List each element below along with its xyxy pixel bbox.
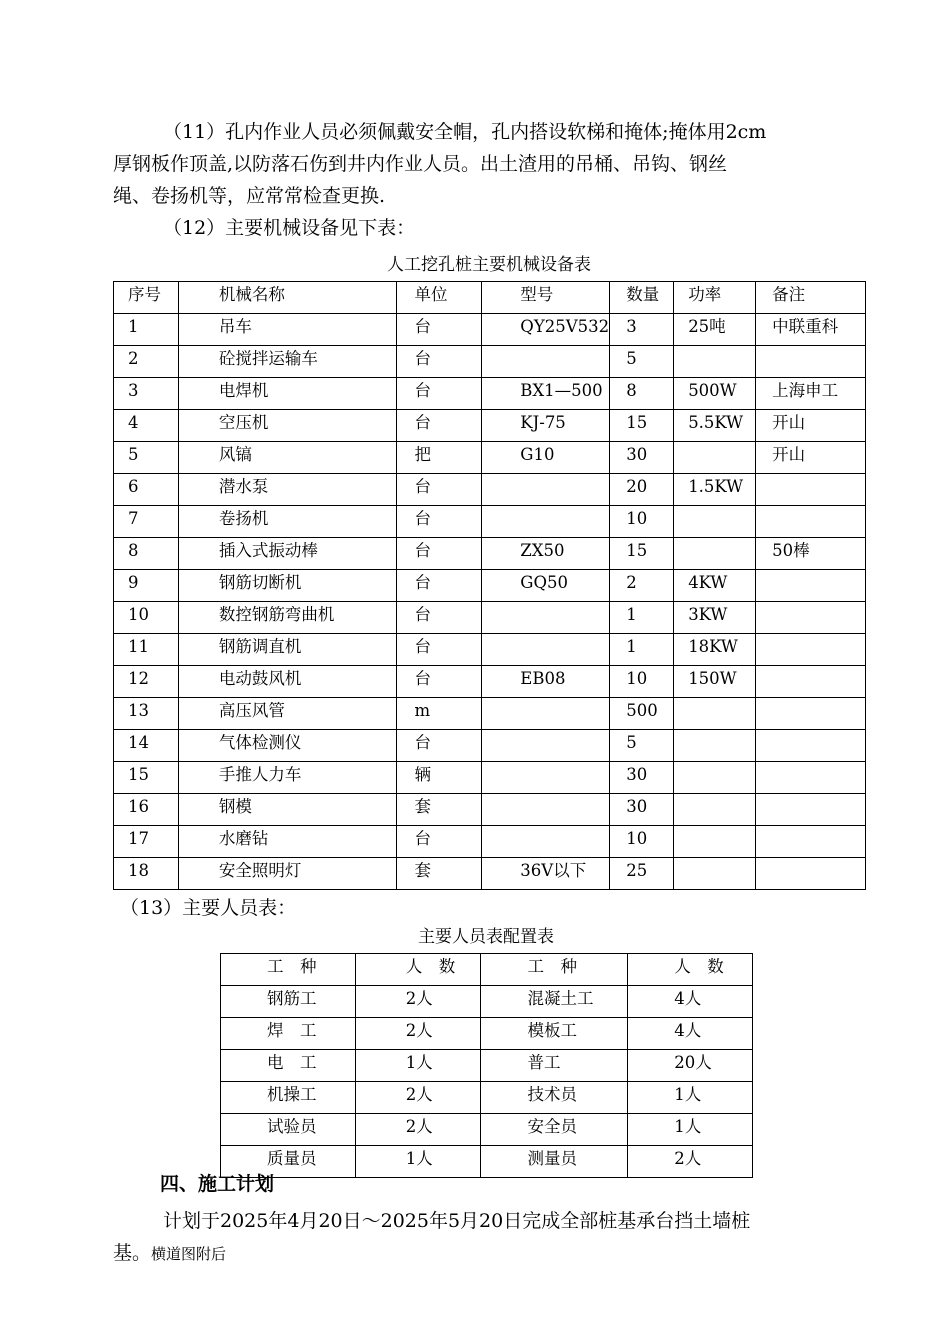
- equipment-cell: 14: [114, 730, 179, 762]
- equipment-cell: [482, 794, 610, 826]
- equipment-cell: 台: [396, 730, 482, 762]
- equipment-cell: 台: [396, 346, 482, 378]
- equipment-cell: [482, 730, 610, 762]
- equipment-cell: [674, 730, 756, 762]
- staff-cell: 2人: [355, 986, 481, 1018]
- equipment-cell: 10: [610, 666, 674, 698]
- equipment-cell: 型号: [482, 282, 610, 314]
- equipment-row: [114, 794, 866, 826]
- item11-line1: （11）孔内作业人员必须佩戴安全帽，孔内搭设软梯和掩体;掩体用2cm: [163, 121, 767, 143]
- equipment-row: [114, 570, 866, 602]
- equipment-cell: QY25V532: [482, 314, 610, 346]
- equipment-cell: [756, 570, 866, 602]
- staff-cell: 焊 工: [221, 1018, 356, 1050]
- equipment-row: [114, 858, 866, 890]
- equipment-row: [114, 666, 866, 698]
- equipment-cell: 钢筋调直机: [178, 634, 396, 666]
- equipment-cell: 4KW: [674, 570, 756, 602]
- equipment-cell: 15: [114, 762, 179, 794]
- equipment-cell: EB08: [482, 666, 610, 698]
- equipment-row: [114, 346, 866, 378]
- equipment-cell: 3: [114, 378, 179, 410]
- equipment-cell: [482, 826, 610, 858]
- equipment-row: [114, 698, 866, 730]
- staff-cell: 20人: [628, 1050, 753, 1082]
- equipment-cell: 把: [396, 442, 482, 474]
- equipment-cell: 安全照明灯: [178, 858, 396, 890]
- equipment-cell: [482, 506, 610, 538]
- equipment-cell: 套: [396, 794, 482, 826]
- equipment-cell: 备注: [756, 282, 866, 314]
- equipment-cell: 电焊机: [178, 378, 396, 410]
- equipment-cell: 7: [114, 506, 179, 538]
- staff-row: [221, 1050, 753, 1082]
- staff-cell: 电 工: [221, 1050, 356, 1082]
- equipment-cell: [482, 762, 610, 794]
- equipment-cell: 套: [396, 858, 482, 890]
- item12-text: （12）主要机械设备见下表：: [163, 217, 416, 239]
- equipment-cell: [482, 474, 610, 506]
- equipment-row: [114, 602, 866, 634]
- equipment-cell: ZX50: [482, 538, 610, 570]
- equipment-cell: 12: [114, 666, 179, 698]
- equipment-cell: 15: [610, 410, 674, 442]
- equipment-cell: 3KW: [674, 602, 756, 634]
- equipment-cell: 30: [610, 762, 674, 794]
- equipment-cell: [756, 762, 866, 794]
- equipment-cell: 2: [610, 570, 674, 602]
- equipment-cell: 钢模: [178, 794, 396, 826]
- staff-row: [221, 1114, 753, 1146]
- equipment-cell: GQ50: [482, 570, 610, 602]
- equipment-cell: G10: [482, 442, 610, 474]
- staff-cell: 1人: [355, 1146, 481, 1178]
- equipment-cell: 开山: [756, 442, 866, 474]
- equipment-cell: [674, 762, 756, 794]
- staff-row: [221, 1146, 753, 1178]
- equipment-cell: 9: [114, 570, 179, 602]
- equipment-row: [114, 410, 866, 442]
- staff-cell: 4人: [628, 986, 753, 1018]
- equipment-cell: [756, 698, 866, 730]
- staff-cell: 2人: [355, 1114, 481, 1146]
- item11-line2: 厚钢板作顶盖,以防落石伤到井内作业人员。出土渣用的吊桶、吊钩、钢丝: [113, 153, 728, 175]
- equipment-cell: [756, 634, 866, 666]
- staff-cell: 测量员: [481, 1146, 628, 1178]
- item13-text: （13）主要人员表：: [120, 897, 297, 919]
- equipment-cell: 台: [396, 602, 482, 634]
- equipment-cell: 水磨钻: [178, 826, 396, 858]
- equipment-cell: 2: [114, 346, 179, 378]
- equipment-cell: [674, 698, 756, 730]
- section4-heading: 四、施工计划: [160, 1173, 275, 1195]
- equipment-cell: 20: [610, 474, 674, 506]
- equipment-cell: 25吨: [674, 314, 756, 346]
- equipment-cell: 砼搅拌运输车: [178, 346, 396, 378]
- equipment-cell: 气体检测仪: [178, 730, 396, 762]
- equipment-cell: 功率: [674, 282, 756, 314]
- equipment-row: [114, 474, 866, 506]
- equipment-cell: [674, 506, 756, 538]
- equipment-cell: 电动鼓风机: [178, 666, 396, 698]
- equipment-cell: m: [396, 698, 482, 730]
- staff-cell: 模板工: [481, 1018, 628, 1050]
- equipment-cell: 吊车: [178, 314, 396, 346]
- equipment-cell: 18KW: [674, 634, 756, 666]
- staff-cell: 1人: [355, 1050, 481, 1082]
- equipment-cell: [756, 858, 866, 890]
- equipment-cell: 卷扬机: [178, 506, 396, 538]
- equipment-cell: 5.5KW: [674, 410, 756, 442]
- staff-cell: 混凝土工: [481, 986, 628, 1018]
- equipment-cell: 15: [610, 538, 674, 570]
- equipment-cell: 序号: [114, 282, 179, 314]
- staff-row: [221, 986, 753, 1018]
- equipment-cell: 11: [114, 634, 179, 666]
- equipment-cell: [756, 730, 866, 762]
- equipment-cell: [756, 506, 866, 538]
- equipment-cell: 台: [396, 538, 482, 570]
- equipment-cell: [674, 442, 756, 474]
- staff-cell: 安全员: [481, 1114, 628, 1146]
- equipment-row: [114, 506, 866, 538]
- equipment-cell: 18: [114, 858, 179, 890]
- staff-row: [221, 1082, 753, 1114]
- equipment-cell: 台: [396, 314, 482, 346]
- staff-cell: 2人: [355, 1082, 481, 1114]
- staff-cell: 2人: [355, 1018, 481, 1050]
- staff-cell: 1人: [628, 1114, 753, 1146]
- staff-table: [220, 953, 753, 1178]
- equipment-cell: 台: [396, 506, 482, 538]
- equipment-row: [114, 538, 866, 570]
- equipment-cell: 潜水泵: [178, 474, 396, 506]
- equipment-cell: 5: [610, 730, 674, 762]
- equipment-cell: 上海申工: [756, 378, 866, 410]
- equipment-cell: [674, 826, 756, 858]
- equipment-cell: 中联重科: [756, 314, 866, 346]
- equipment-cell: 150W: [674, 666, 756, 698]
- equipment-row: [114, 762, 866, 794]
- section4-line1: 计划于2025年4月20日～2025年5月20日完成全部桩基承台挡土墙桩: [163, 1210, 751, 1232]
- staff-cell: 质量员: [221, 1146, 356, 1178]
- staff-cell: 4人: [628, 1018, 753, 1050]
- equipment-cell: [482, 698, 610, 730]
- equipment-cell: 10: [610, 826, 674, 858]
- equipment-row: [114, 314, 866, 346]
- staff-cell: 普工: [481, 1050, 628, 1082]
- staff-table-caption: 主要人员表配置表: [418, 927, 554, 947]
- equipment-cell: [756, 666, 866, 698]
- equipment-cell: 50棒: [756, 538, 866, 570]
- equipment-cell: 500: [610, 698, 674, 730]
- equipment-row: [114, 442, 866, 474]
- equipment-cell: [756, 474, 866, 506]
- equipment-cell: 手推人力车: [178, 762, 396, 794]
- staff-cell: 人 数: [628, 954, 753, 986]
- item11-paragraph: [113, 116, 863, 212]
- equipment-table: [113, 281, 866, 890]
- equipment-cell: 台: [396, 474, 482, 506]
- equipment-cell: [756, 346, 866, 378]
- equipment-cell: 插入式振动棒: [178, 538, 396, 570]
- equipment-cell: 高压风管: [178, 698, 396, 730]
- staff-header-row: [221, 954, 753, 986]
- equipment-cell: 辆: [396, 762, 482, 794]
- staff-cell: 工 种: [481, 954, 628, 986]
- equipment-cell: 500W: [674, 378, 756, 410]
- equipment-cell: 1.5KW: [674, 474, 756, 506]
- equipment-cell: 5: [610, 346, 674, 378]
- item11-line3: 绳、卷扬机等，应常常检查更换.: [113, 185, 386, 207]
- staff-cell: 1人: [628, 1082, 753, 1114]
- equipment-cell: [756, 826, 866, 858]
- equipment-cell: 钢筋切断机: [178, 570, 396, 602]
- equipment-cell: 6: [114, 474, 179, 506]
- equipment-cell: 风镐: [178, 442, 396, 474]
- equipment-cell: [674, 858, 756, 890]
- equipment-cell: 台: [396, 410, 482, 442]
- equipment-cell: 30: [610, 794, 674, 826]
- equipment-row: [114, 730, 866, 762]
- equipment-cell: 25: [610, 858, 674, 890]
- equipment-cell: [482, 634, 610, 666]
- equipment-cell: 10: [610, 506, 674, 538]
- equipment-cell: BX1—500: [482, 378, 610, 410]
- equipment-row: [114, 378, 866, 410]
- equipment-cell: 5: [114, 442, 179, 474]
- equipment-cell: [674, 794, 756, 826]
- equipment-cell: 4: [114, 410, 179, 442]
- staff-cell: 2人: [628, 1146, 753, 1178]
- equipment-cell: 空压机: [178, 410, 396, 442]
- equipment-cell: 1: [114, 314, 179, 346]
- section4-line2b: 横道图附后: [151, 1245, 227, 1263]
- equipment-cell: 台: [396, 826, 482, 858]
- equipment-cell: 3: [610, 314, 674, 346]
- equipment-row: [114, 826, 866, 858]
- equipment-cell: 8: [114, 538, 179, 570]
- equipment-cell: [756, 602, 866, 634]
- equipment-cell: 10: [114, 602, 179, 634]
- equipment-cell: [674, 346, 756, 378]
- equipment-cell: 机械名称: [178, 282, 396, 314]
- section4-paragraph: [113, 1205, 863, 1270]
- equipment-cell: 台: [396, 634, 482, 666]
- equipment-cell: 13: [114, 698, 179, 730]
- equipment-cell: 数量: [610, 282, 674, 314]
- staff-cell: 技术员: [481, 1082, 628, 1114]
- equipment-cell: [482, 346, 610, 378]
- equipment-cell: 8: [610, 378, 674, 410]
- staff-cell: 钢筋工: [221, 986, 356, 1018]
- equipment-cell: 16: [114, 794, 179, 826]
- section4-line2a: 基。: [113, 1242, 152, 1264]
- equipment-cell: 36V以下: [482, 858, 610, 890]
- equipment-cell: 台: [396, 378, 482, 410]
- staff-cell: 人 数: [355, 954, 481, 986]
- staff-row: [221, 1018, 753, 1050]
- equipment-cell: [756, 794, 866, 826]
- equipment-cell: 30: [610, 442, 674, 474]
- equipment-cell: 1: [610, 602, 674, 634]
- equipment-cell: 开山: [756, 410, 866, 442]
- equipment-cell: 1: [610, 634, 674, 666]
- equipment-cell: 数控钢筋弯曲机: [178, 602, 396, 634]
- equipment-cell: 台: [396, 666, 482, 698]
- equipment-row: [114, 634, 866, 666]
- equipment-cell: KJ-75: [482, 410, 610, 442]
- staff-cell: 机操工: [221, 1082, 356, 1114]
- staff-cell: 工 种: [221, 954, 356, 986]
- equipment-cell: 单位: [396, 282, 482, 314]
- equipment-header-row: [114, 282, 866, 314]
- equipment-cell: [482, 602, 610, 634]
- equipment-cell: 17: [114, 826, 179, 858]
- staff-cell: 试验员: [221, 1114, 356, 1146]
- equipment-cell: 台: [396, 570, 482, 602]
- equipment-cell: [674, 538, 756, 570]
- equipment-table-caption: 人工挖孔桩主要机械设备表: [387, 255, 591, 275]
